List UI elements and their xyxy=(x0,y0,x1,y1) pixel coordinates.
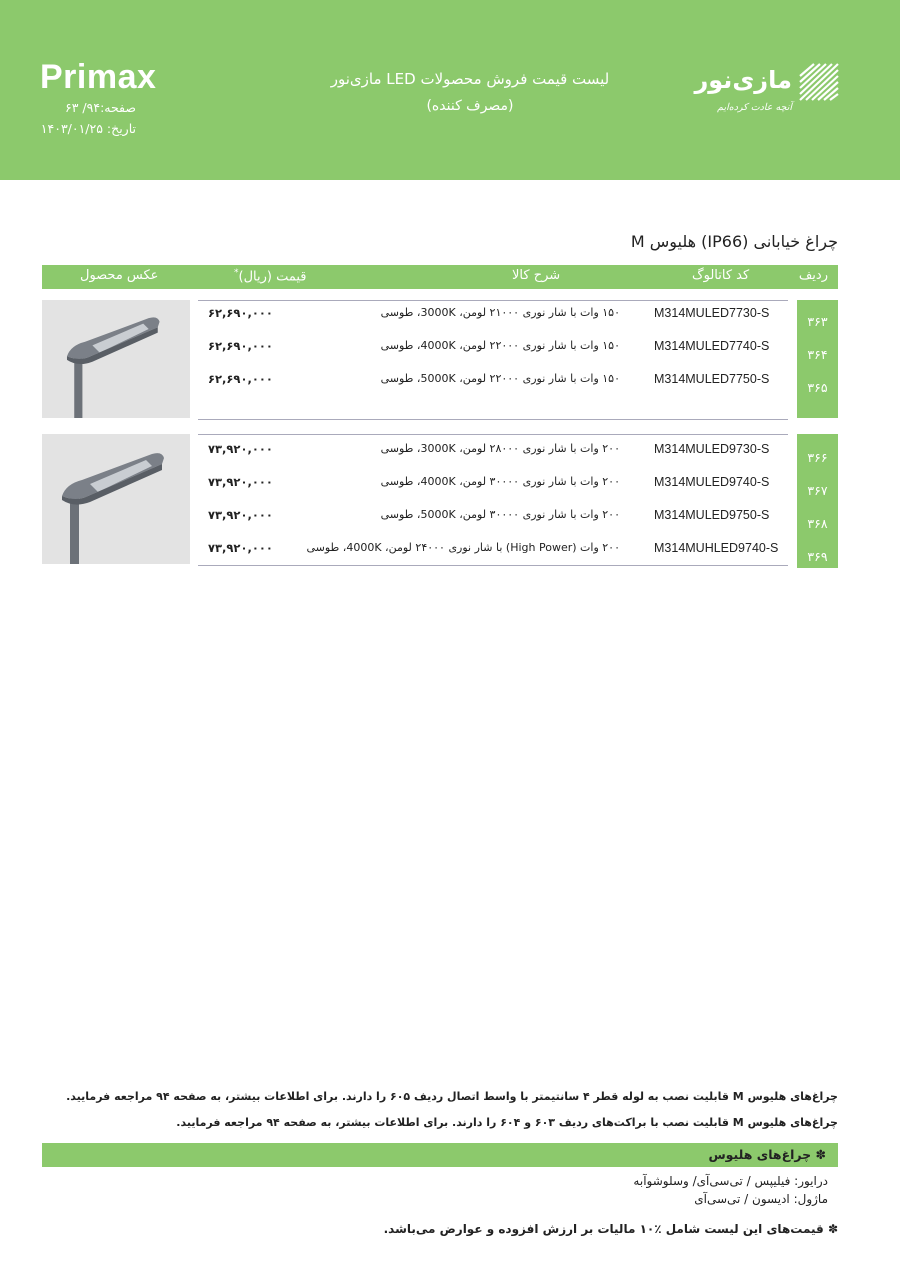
product-description: ۲۰۰ وات با شار نوری ۲۸۰۰۰ لومن، 3000K، طوسی xyxy=(380,442,620,455)
catalog-code: M314MULED9730-S xyxy=(654,442,770,456)
row-number: ۳۶۵ xyxy=(807,380,828,395)
page-number: صفحه:۹۴/ ۶۳ xyxy=(65,100,136,115)
price: ۷۳,۹۲۰,۰۰۰ xyxy=(208,508,273,522)
tax-note: ✽ قیمت‌های این لیست شامل ٪۱۰ مالیات بر ارزش افزوده و عوارض می‌باشد. xyxy=(383,1222,838,1236)
product-description: ۱۵۰ وات با شار نوری ۲۱۰۰۰ لومن، 3000K، طوسی xyxy=(380,306,620,319)
header-subtitle: (مصرف کننده) xyxy=(426,98,514,114)
catalog-code: M314MULED9750-S xyxy=(654,508,770,522)
table-row xyxy=(42,475,838,499)
mount-note-1: چراغ‌های هلیوس M قابلیت نصب به لوله قطر ۴ سانتیمتر با واسط اتصال ردیف ۶۰۵ را دارند. برای اطلاعات بیشتر، به صفحه ۹۴ مراجعه فرمایید. xyxy=(66,1090,838,1103)
price: ۶۲,۶۹۰,۰۰۰ xyxy=(208,372,273,386)
row-number: ۳۶۹ xyxy=(807,549,828,564)
row-number: ۳۶۸ xyxy=(807,516,828,531)
info-bar-title: ✽ چراغ‌های هلیوس xyxy=(708,1147,826,1162)
module-spec: ماژول: ادیسون / تی‌سی‌آی xyxy=(694,1192,828,1206)
driver-spec: درایور: فیلیپس / تی‌سی‌آی/ وسلوشوآبه xyxy=(633,1174,828,1188)
product-group xyxy=(42,434,838,564)
price: ۶۲,۶۹۰,۰۰۰ xyxy=(208,306,273,320)
logo-text: مازی‌نور xyxy=(694,66,792,94)
row-number: ۳۶۷ xyxy=(807,483,828,498)
catalog-code: M314MULED7750-S xyxy=(654,372,770,386)
product-description: ۱۵۰ وات با شار نوری ۲۲۰۰۰ لومن، 4000K، طوسی xyxy=(380,339,620,352)
price: ۷۳,۹۲۰,۰۰۰ xyxy=(208,475,273,489)
table-header xyxy=(42,265,838,289)
price-note-mark: * xyxy=(234,268,239,278)
mount-note-2: چراغ‌های هلیوس M قابلیت نصب با براکت‌های ردیف ۶۰۳ و ۶۰۴ را دارند. برای اطلاعات بیشتر، به صفحه ۹۴ مراجعه فرمایید. xyxy=(176,1116,838,1129)
logo-mark-icon xyxy=(798,62,840,102)
catalog-code: M314MULED7730-S xyxy=(654,306,770,320)
section-title: چراغ خیابانی (IP66) هلیوس M xyxy=(630,232,838,251)
table-row xyxy=(42,339,838,363)
info-bar xyxy=(42,1143,838,1167)
brand-name: Primax xyxy=(40,58,157,96)
col-catalog-code: کد کاتالوگ xyxy=(692,268,750,283)
header-title: لیست قیمت فروش محصولات LED مازی‌نور xyxy=(330,70,610,88)
product-description: ۲۰۰ وات (High Power) با شار نوری ۲۴۰۰۰ لومن، 4000K، طوسی xyxy=(306,541,620,554)
row-number: ۳۶۶ xyxy=(807,450,828,465)
col-description: شرح کالا xyxy=(512,268,561,283)
col-price: قیمت (ریال)* xyxy=(234,268,307,285)
table-row xyxy=(42,442,838,466)
date-label: تاریخ: ۱۴۰۳/۰۱/۲۵ xyxy=(40,121,136,136)
product-description: ۱۵۰ وات با شار نوری ۲۲۰۰۰ لومن، 5000K، طوسی xyxy=(380,372,620,385)
row-number: ۳۶۳ xyxy=(807,314,828,329)
company-logo xyxy=(694,60,840,122)
product-description: ۲۰۰ وات با شار نوری ۳۰۰۰۰ لومن، 5000K، طوسی xyxy=(380,508,620,521)
catalog-code: M314MUHLED9740-S xyxy=(654,541,779,555)
table-row xyxy=(42,306,838,330)
row-number: ۳۶۴ xyxy=(807,347,828,362)
table-row xyxy=(42,541,838,565)
price: ۷۳,۹۲۰,۰۰۰ xyxy=(208,442,273,456)
page-header xyxy=(0,0,900,180)
product-group xyxy=(42,300,838,418)
catalog-code: M314MULED9740-S xyxy=(654,475,770,489)
catalog-code: M314MULED7740-S xyxy=(654,339,770,353)
table-row xyxy=(42,508,838,532)
logo-tagline: آنچه عادت کرده‌ایم xyxy=(717,102,792,113)
price: ۶۲,۶۹۰,۰۰۰ xyxy=(208,339,273,353)
col-row-number: ردیف xyxy=(798,268,828,283)
col-photo: عکس محصول xyxy=(80,268,159,283)
price: ۷۳,۹۲۰,۰۰۰ xyxy=(208,541,273,555)
table-row xyxy=(42,372,838,396)
product-description: ۲۰۰ وات با شار نوری ۳۰۰۰۰ لومن، 4000K، طوسی xyxy=(380,475,620,488)
